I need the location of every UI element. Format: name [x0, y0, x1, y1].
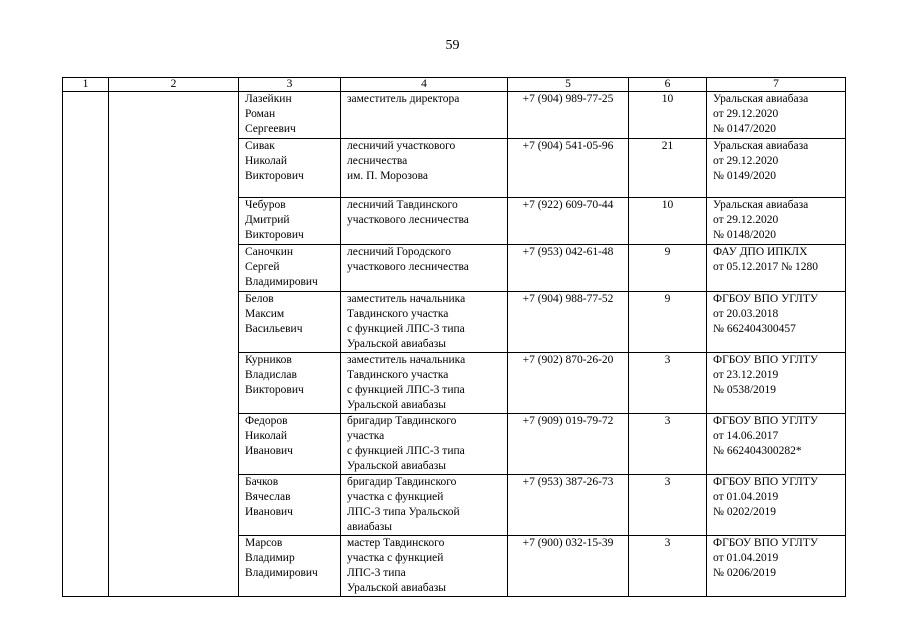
merged-cell-col1 — [63, 92, 109, 597]
column-header-7: 7 — [707, 78, 846, 92]
employee-name: Бачков Вячеслав Иванович — [239, 475, 341, 536]
employee-phone: +7 (904) 989-77-25 — [508, 92, 629, 139]
employee-phone: +7 (922) 609-70-44 — [508, 198, 629, 245]
employee-experience: 3 — [629, 475, 707, 536]
employee-name: Чебуров Дмитрий Викторович — [239, 198, 341, 245]
column-header-5: 5 — [508, 78, 629, 92]
employee-experience: 3 — [629, 414, 707, 475]
employee-certificate: Уральская авиабаза от 29.12.2020 № 0148/2020 — [707, 198, 846, 245]
employee-certificate: ФГБОУ ВПО УГЛТУ от 14.06.2017 № 662404300282* — [707, 414, 846, 475]
employee-phone: +7 (909) 019-79-72 — [508, 414, 629, 475]
employee-position: бригадир Тавдинского участка с функцией ЛПС-3 типа Уральской авиабазы — [341, 414, 508, 475]
employee-phone: +7 (900) 032-15-39 — [508, 536, 629, 597]
employee-phone: +7 (904) 541-05-96 — [508, 139, 629, 198]
employee-name: Федоров Николай Иванович — [239, 414, 341, 475]
employee-certificate: Уральская авиабаза от 29.12.2020 № 0147/2020 — [707, 92, 846, 139]
employee-name: Курников Владислав Викторович — [239, 353, 341, 414]
employee-position: мастер Тавдинского участка с функцией ЛПС-3 типа Уральской авиабазы — [341, 536, 508, 597]
page-number: 59 — [445, 38, 460, 53]
column-header-4: 4 — [341, 78, 508, 92]
employee-experience: 3 — [629, 353, 707, 414]
employee-experience: 10 — [629, 92, 707, 139]
employee-position: бригадир Тавдинского участка с функцией ЛПС-3 типа Уральской авиабазы — [341, 475, 508, 536]
employee-certificate: ФГБОУ ВПО УГЛТУ от 20.03.2018 № 662404300457 — [707, 292, 846, 353]
employee-position: лесничий участкового лесничества им. П. Морозова — [341, 139, 508, 198]
column-header-6: 6 — [629, 78, 707, 92]
employee-certificate: ФГБОУ ВПО УГЛТУ от 23.12.2019 № 0538/2019 — [707, 353, 846, 414]
column-header-3: 3 — [239, 78, 341, 92]
employee-experience: 3 — [629, 536, 707, 597]
employee-experience: 10 — [629, 198, 707, 245]
column-header-1: 1 — [63, 78, 109, 92]
employee-position: лесничий Тавдинского участкового лесничества — [341, 198, 508, 245]
employee-position: лесничий Городского участкового лесничества — [341, 245, 508, 292]
employee-phone: +7 (953) 042-61-48 — [508, 245, 629, 292]
header-row — [63, 78, 846, 92]
employee-phone: +7 (902) 870-26-20 — [508, 353, 629, 414]
employee-certificate: ФАУ ДПО ИПКЛХ от 05.12.2017 № 1280 — [707, 245, 846, 292]
employee-name: Саночкин Сергей Владимирович — [239, 245, 341, 292]
personnel-table — [62, 77, 846, 597]
employee-certificate: ФГБОУ ВПО УГЛТУ от 01.04.2019 № 0202/2019 — [707, 475, 846, 536]
employee-certificate: ФГБОУ ВПО УГЛТУ от 01.04.2019 № 0206/2019 — [707, 536, 846, 597]
employee-name: Марсов Владимир Владимирович — [239, 536, 341, 597]
merged-cell-col2 — [109, 92, 239, 597]
employee-position: заместитель начальника Тавдинского участка с функцией ЛПС-3 типа Уральской авиабазы — [341, 353, 508, 414]
table-row — [63, 92, 846, 139]
employee-experience: 21 — [629, 139, 707, 198]
employee-name: Лазейкин Роман Сергеевич — [239, 92, 341, 139]
employee-position: заместитель директора — [341, 92, 508, 139]
employee-phone: +7 (953) 387-26-73 — [508, 475, 629, 536]
employee-experience: 9 — [629, 245, 707, 292]
employee-certificate: Уральская авиабаза от 29.12.2020 № 0149/2020 — [707, 139, 846, 198]
employee-position: заместитель начальника Тавдинского участка с функцией ЛПС-3 типа Уральской авиабазы — [341, 292, 508, 353]
employee-experience: 9 — [629, 292, 707, 353]
column-header-2: 2 — [109, 78, 239, 92]
employee-name: Белов Максим Васильевич — [239, 292, 341, 353]
employee-phone: +7 (904) 988-77-52 — [508, 292, 629, 353]
employee-name: Сивак Николай Викторович — [239, 139, 341, 198]
